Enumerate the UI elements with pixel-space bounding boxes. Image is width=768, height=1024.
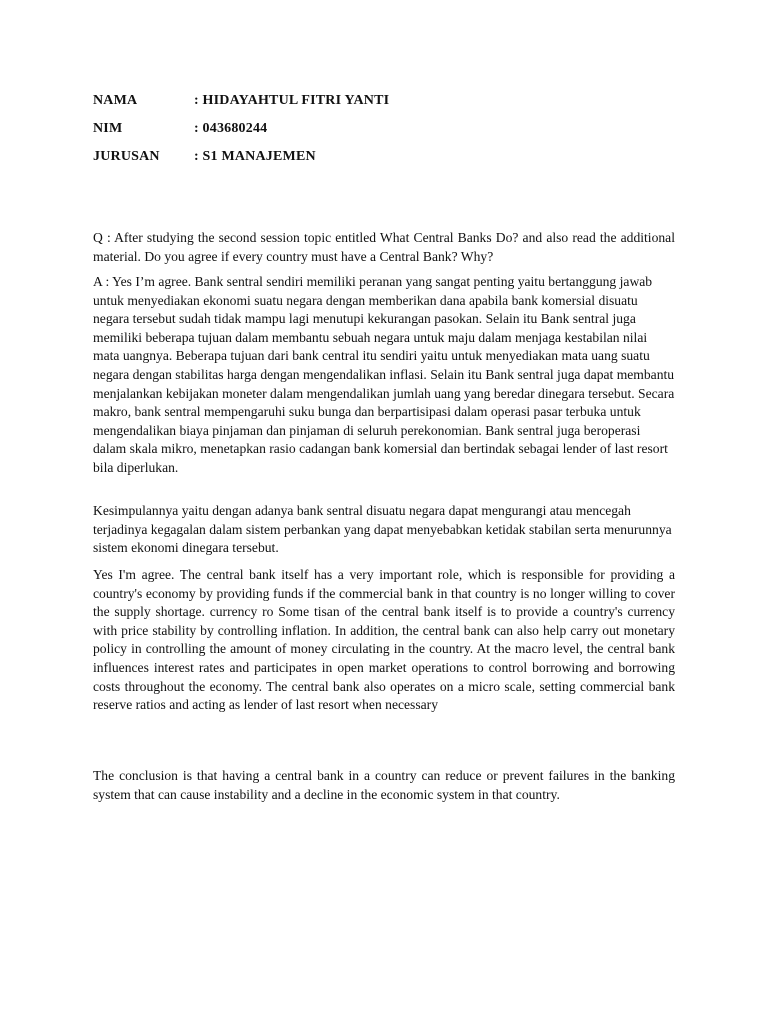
student-info	[93, 87, 653, 171]
nim-label: NIM	[93, 121, 123, 136]
nama-label: NAMA	[93, 93, 138, 108]
info-row-nim	[93, 115, 653, 143]
info-row-nama	[93, 87, 653, 115]
info-row-jurusan	[93, 143, 653, 171]
question-paragraph: Q : After studying the second session topic entitled What Central Banks Do? and also read the additional material. Do you agree if every country must have a Central Bank? Why?	[93, 230, 675, 264]
nim-value: : 043680244	[194, 121, 268, 136]
answer-indonesian-paragraph: A : Yes I’m agree. Bank sentral sendiri memiliki peranan yang sangat penting yaitu bertanggung jawab untuk menyediakan ekonomi suatu negara dengan memberikan dana apabila bank komersial disuatu negara tersebut sudah tidak mampu lagi menutupi kekurangan pasokan. Selain itu Bank sentral juga memiliki beberapa tujuan dalam membantu sebuah negara untuk maju dalam menjaga kestabilan nilai mata uangnya. Beberapa tujuan dari bank central itu sendiri yaitu untuk menyediakan mata uang suatu negara dengan stabilitas harga dengan mengendalikan inflasi. Selain itu Bank sentral juga dapat membantu menjalankan kebijakan moneter dalam mengendalikan jumlah uang yang beredar dinegara tersebut. Secara makro, bank sentral mempengaruhi suku bunga dan berpartisipasi dalam operasi pasar terbuka untuk mengendalikan biaya pinjaman dan pinjaman di seluruh perekonomian. Bank sentral juga beroperasi dalam skala mikro, menetapkan rasio cadangan bank komersial dan bertindak sebagai lender of last resort bila diperlukan.	[93, 274, 675, 475]
answer-english-paragraph: Yes I'm agree. The central bank itself has a very important role, which is responsible for providing a country's economy by providing funds if the commercial bank in that country is no longer willing to cover the supply shortage. currency ro Some tisan of the central bank itself is to provide a country's currency with price stability by controlling inflation. In addition, the central bank can also help carry out monetary policy in controlling the amount of money circulating in the country. At the macro level, the central bank influences interest rates and participates in open market operations to control borrowing and borrowing costs throughout the economy. The central bank also operates on a micro scale, setting commercial bank reserve ratios and acting as lender of last resort when necessary	[93, 567, 675, 713]
conclusion-indonesian-paragraph: Kesimpulannya yaitu dengan adanya bank sentral disuatu negara dapat mengurangi atau mencegah terjadinya kegagalan dalam sistem perbankan yang dapat menyebabkan ketidak stabilan serta menurunnya sistem ekonomi dinegara tersebut.	[93, 503, 672, 556]
nama-value: : HIDAYAHTUL FITRI YANTI	[194, 93, 390, 108]
jurusan-value: : S1 MANAJEMEN	[194, 149, 316, 164]
conclusion-english-paragraph: The conclusion is that having a central bank in a country can reduce or prevent failures in the banking system that can cause instability and a decline in the economic system in that country.	[93, 768, 675, 802]
jurusan-label: JURUSAN	[93, 149, 160, 164]
